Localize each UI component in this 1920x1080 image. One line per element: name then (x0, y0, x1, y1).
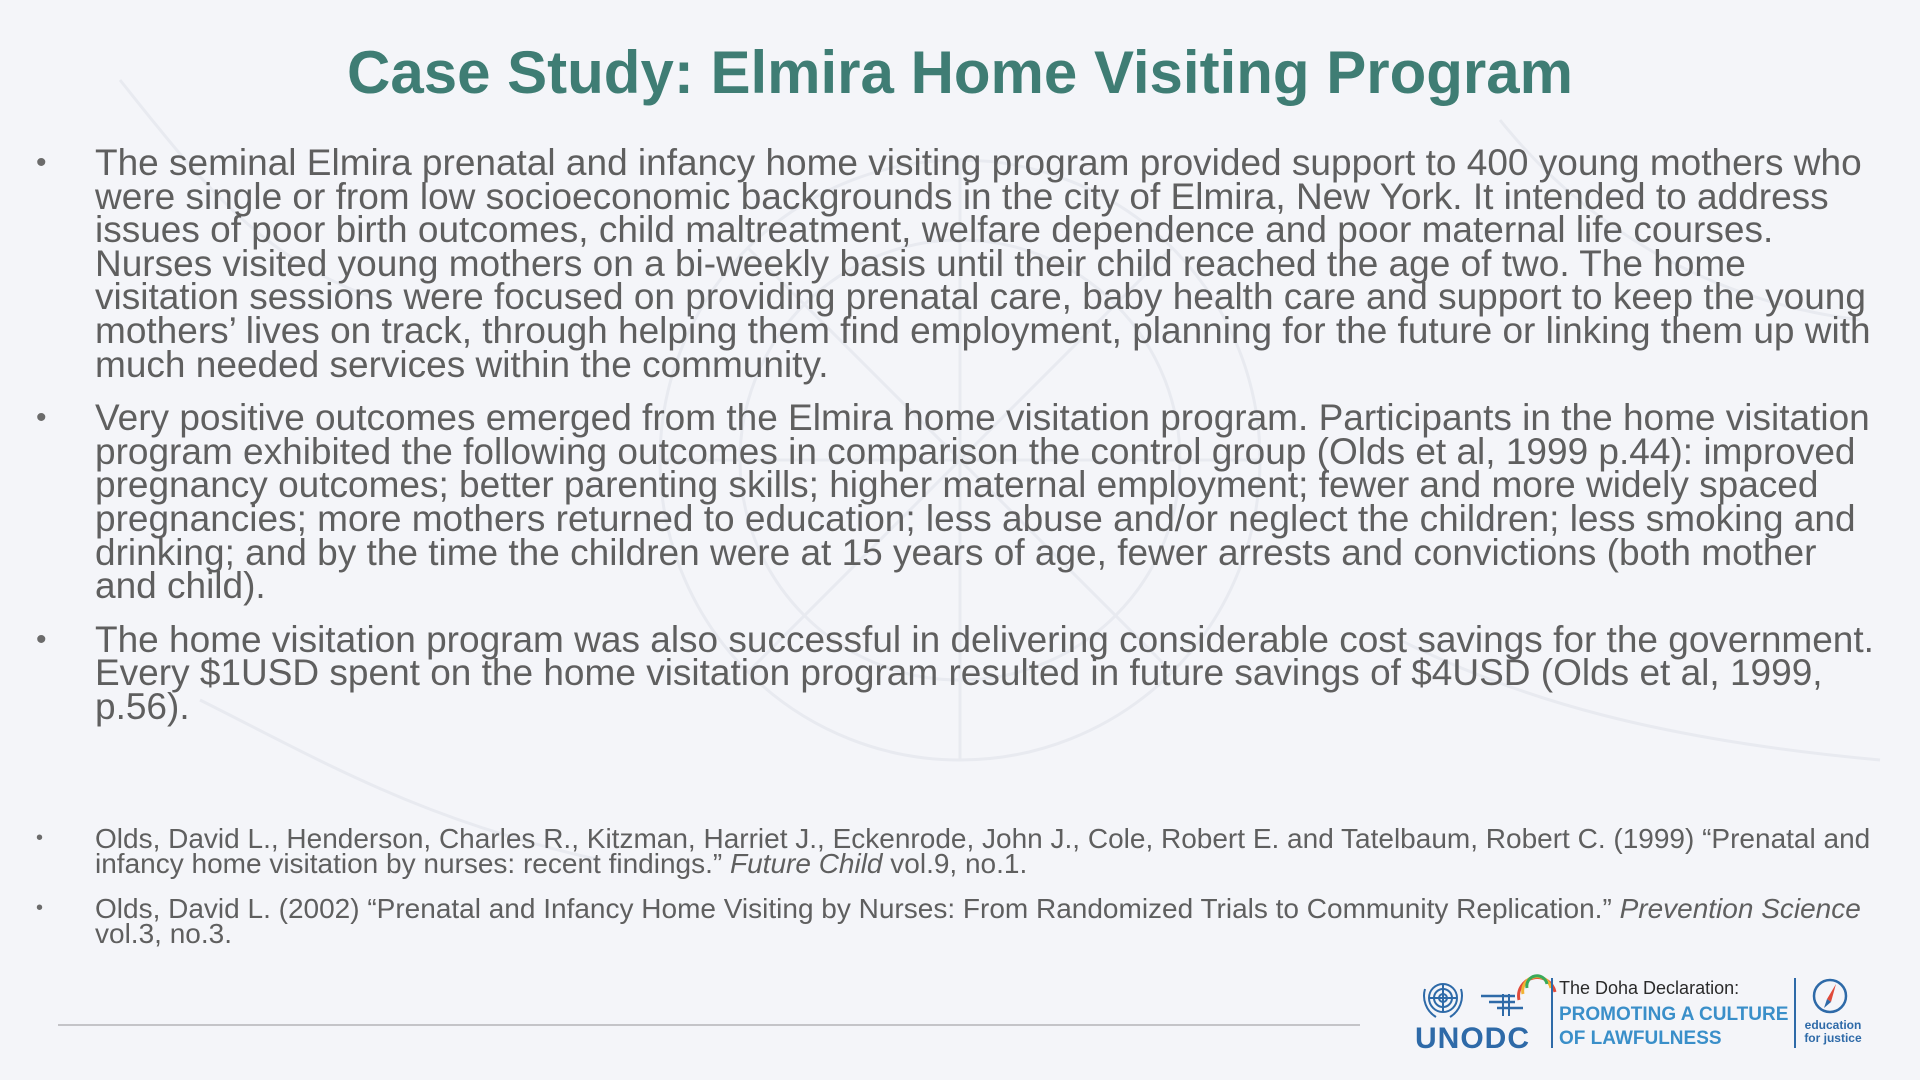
bullet-text: Very positive outcomes emerged from the Elmira home visitation program. Participants in the home visitation program exhibited the following outcomes in comparison the control group (Olds et al, 1999 p.44): improved pregnancy outcomes; better parenting skills; higher maternal employment; fewer and more widely spaced pregnancies; more mothers returned to education; less abuse and/or neglect the children; less smoking and drinking; and by the time the children were at 15 years of age, fewer arrests and convictions (both mother and child). (95, 397, 1870, 607)
doha-tagline: OF LAWFULNESS (1559, 1028, 1722, 1049)
e4j-line: education (1804, 1018, 1862, 1032)
bullet-item (36, 142, 1886, 385)
reference-item (36, 893, 1886, 949)
doha-tagline: PROMOTING A CULTURE (1559, 1004, 1789, 1025)
bullet-marker: • (36, 146, 47, 179)
slide-title: Case Study: Elmira Home Visiting Program (347, 39, 1573, 106)
bullet-item (36, 397, 1886, 607)
bullet-marker: • (36, 622, 47, 656)
bullet-list (36, 142, 1886, 744)
e4j-logo-text (1803, 1019, 1863, 1045)
un-emblem-icon (1418, 977, 1468, 1021)
compass-icon (1810, 976, 1850, 1016)
doha-title: The Doha Declaration: (1559, 978, 1740, 998)
bullet-marker: • (36, 897, 44, 919)
reference-journal: Prevention Science (1619, 893, 1861, 924)
reference-item (36, 823, 1886, 879)
reference-journal: Future Child (729, 848, 883, 879)
unodc-logo-text: UNODC (1415, 1022, 1530, 1055)
reference-volume: vol.3, no.3. (95, 918, 232, 949)
reference-text: Olds, David L. (2002) “Prenatal and Infancy Home Visiting by Nurses: From Randomized Trials to Community Replication.” (95, 893, 1620, 924)
reference-list (36, 823, 1886, 966)
bullet-text: The seminal Elmira prenatal and infancy home visiting program provided support to 400 young mothers who were single or from low socioeconomic backgrounds in the city of Elmira, New York. It intended to address issues of poor birth outcomes, child maltreatment, welfare dependence and poor maternal life courses. Nurses visited young mothers on a bi-weekly basis until their child reached the age of two. The home visitation sessions were focused on providing prenatal care, baby health care and support to keep the young mothers’ lives on track, through helping them find employment, planning for the future or linking them up with much needed services within the community. (95, 142, 1871, 385)
footer-divider (58, 1024, 1360, 1026)
logo-separator (1551, 978, 1553, 1048)
bullet-item (36, 618, 1886, 727)
bullet-marker: • (36, 401, 47, 435)
footer-logos (1415, 972, 1875, 1055)
doha-emblem-icon (1475, 974, 1563, 1024)
e4j-line: for justice (1804, 1031, 1862, 1045)
reference-text: Olds, David L., Henderson, Charles R., Kitzman, Harriet J., Eckenrode, John J., Cole, Robert E. and Tatelbaum, Robert C. (1999) “Prenatal and infancy home visitation by nurses: recent findings.” (95, 823, 1871, 879)
bullet-marker: • (36, 827, 44, 849)
logo-separator (1794, 978, 1796, 1048)
reference-volume: vol.9, no.1. (882, 848, 1028, 879)
bullet-text: The home visitation program was also successful in delivering considerable cost savings for the government. Every $1USD spent on the home visitation program resulted in future savings of $4USD (Olds et al, 1999, p.56). (95, 618, 1874, 727)
